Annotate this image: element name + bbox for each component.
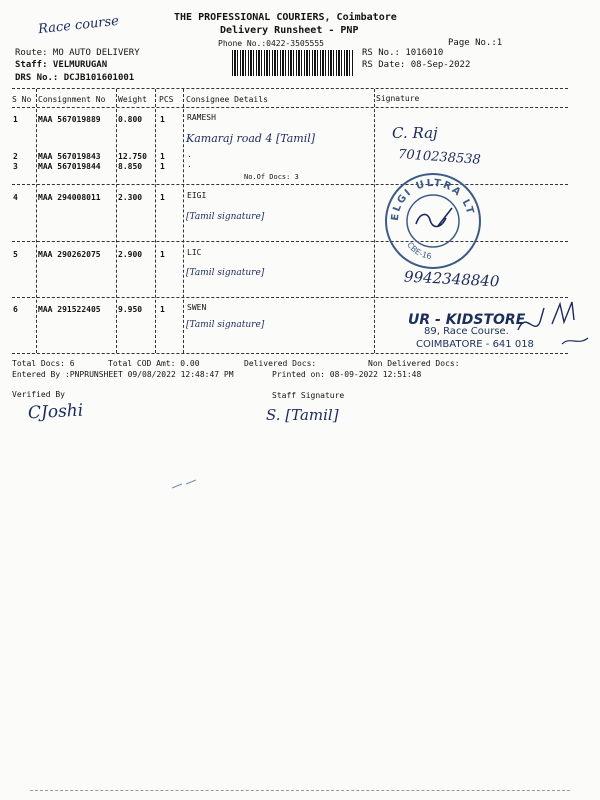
row6-signature: [Tamil signature] [186,320,265,330]
row1-signature: C. Raj [392,124,438,142]
col-consignee: Consignee Details [186,95,268,104]
svg-text:CBE-16: CBE-16 [405,240,433,262]
row-rule-3 [12,297,568,298]
page-number: Page No.:1 [448,38,503,48]
table-row-1-consignment: MAA 567019889 [38,115,101,124]
table-row-4-sno: 4 [13,193,18,202]
rs-number: RS No.: 1016010 [362,48,444,58]
staff-signature-label: Staff Signature [272,391,345,400]
table-row-4-weight: 2.300 [118,193,143,202]
table-row-3-sno: 3 [13,162,18,171]
group-no-of-docs: No.Of Docs: 3 [244,173,299,181]
row1-phone: 7010238538 [397,147,482,168]
verified-signature: CJoshi [27,400,84,424]
svg-text:ELGI ULTRA LTD: ELGI ULTRA LTD [374,160,476,222]
table-row-2-dot: . [187,150,192,159]
table-row-3-weight: 8.850 [118,162,143,171]
table-row-5-sno: 5 [13,250,18,259]
table-row-3-pcs: 1 [160,162,165,171]
store-stamp-address-1: 89, Race Course. [424,326,509,337]
barcode [232,50,354,76]
elgi-round-stamp [374,160,486,274]
col-signature: Signature [376,94,420,103]
table-row-2-consignment: MAA 567019843 [38,152,101,161]
table-row-6-weight: 9.950 [118,305,143,314]
table-row-5-weight: 2.900 [118,250,143,259]
store-stamp-name: UR - KIDSTORE [408,312,526,328]
table-row-3-consignment: MAA 567019844 [38,162,101,171]
phone-number: Phone No.:0422-3505555 [218,39,324,48]
table-row-5-pcs: 1 [160,250,165,259]
staff-label: Staff: VELMURUGAN [15,60,108,70]
runsheet-subtitle: Delivery Runsheet - PNP [220,25,359,36]
table-row-6-consignee: SWEN [187,303,207,312]
table-row-6-consignment: MAA 291522405 [38,305,101,314]
table-row-4-consignment: MAA 294008011 [38,193,101,202]
entered-by: Entered By :PNPRUNSHEET 09/08/2022 12:48:47 PM [12,370,234,379]
non-delivered-docs: Non Delivered Docs: [368,359,460,368]
table-row-6-sno: 6 [13,305,18,314]
table-row-1-weight: 0.800 [118,115,143,124]
store-stamp-address-2: COIMBATORE - 641 018 [416,339,534,350]
table-row-4-consignee: EIGI [187,191,207,200]
rs-date: RS Date: 08-Sep-2022 [362,60,471,70]
table-row-1-consignee: RAMESH [187,113,216,122]
page-bottom-rule [30,790,570,791]
table-row-3-dot: . [187,160,192,169]
col-consignment: Consignment No [38,95,106,104]
ink-speck [170,478,200,492]
table-row-2-weight: 12.750 [118,152,147,161]
total-cod-amount: Total COD Amt: 0.00 [108,359,200,368]
drs-number: DRS No.: DCJB101601001 [15,73,135,83]
row5-phone: 9942348840 [403,267,500,291]
route-label: Route: MO AUTO DELIVERY [15,48,140,58]
table-top-rule [12,88,568,89]
delivered-docs: Delivered Docs: [244,359,317,368]
total-docs: Total Docs: 6 [12,359,75,368]
verified-by-label: Verified By [12,390,65,399]
table-row-2-sno: 2 [13,152,18,161]
handnote-race-course: Race course [37,13,120,38]
printed-on: Printed on: 08-09-2022 12:51:48 [272,370,422,379]
table-row-1-pcs: 1 [160,115,165,124]
table-row-5-consignment: MAA 290262075 [38,250,101,259]
row1-handwritten-address: Kamaraj road 4 [Tamil] [186,132,316,145]
staff-signature: S. [Tamil] [266,406,339,424]
row4-signature: [Tamil signature] [186,212,265,222]
company-title: THE PROFESSIONAL COURIERS, Coimbatore [174,12,397,23]
store-scribble [512,300,592,355]
table-header-rule [12,107,568,108]
table-row-2-pcs: 1 [160,152,165,161]
table-row-6-pcs: 1 [160,305,165,314]
table-row-1-sno: 1 [13,115,18,124]
col-pcs: PCS [159,95,174,104]
table-bottom-rule [12,353,568,354]
col-weight: Weight [118,95,147,104]
col-sno: S No [12,95,32,104]
table-row-4-pcs: 1 [160,193,165,202]
row5-signature: [Tamil signature] [186,268,265,278]
table-row-5-consignee: LIC [187,248,202,257]
